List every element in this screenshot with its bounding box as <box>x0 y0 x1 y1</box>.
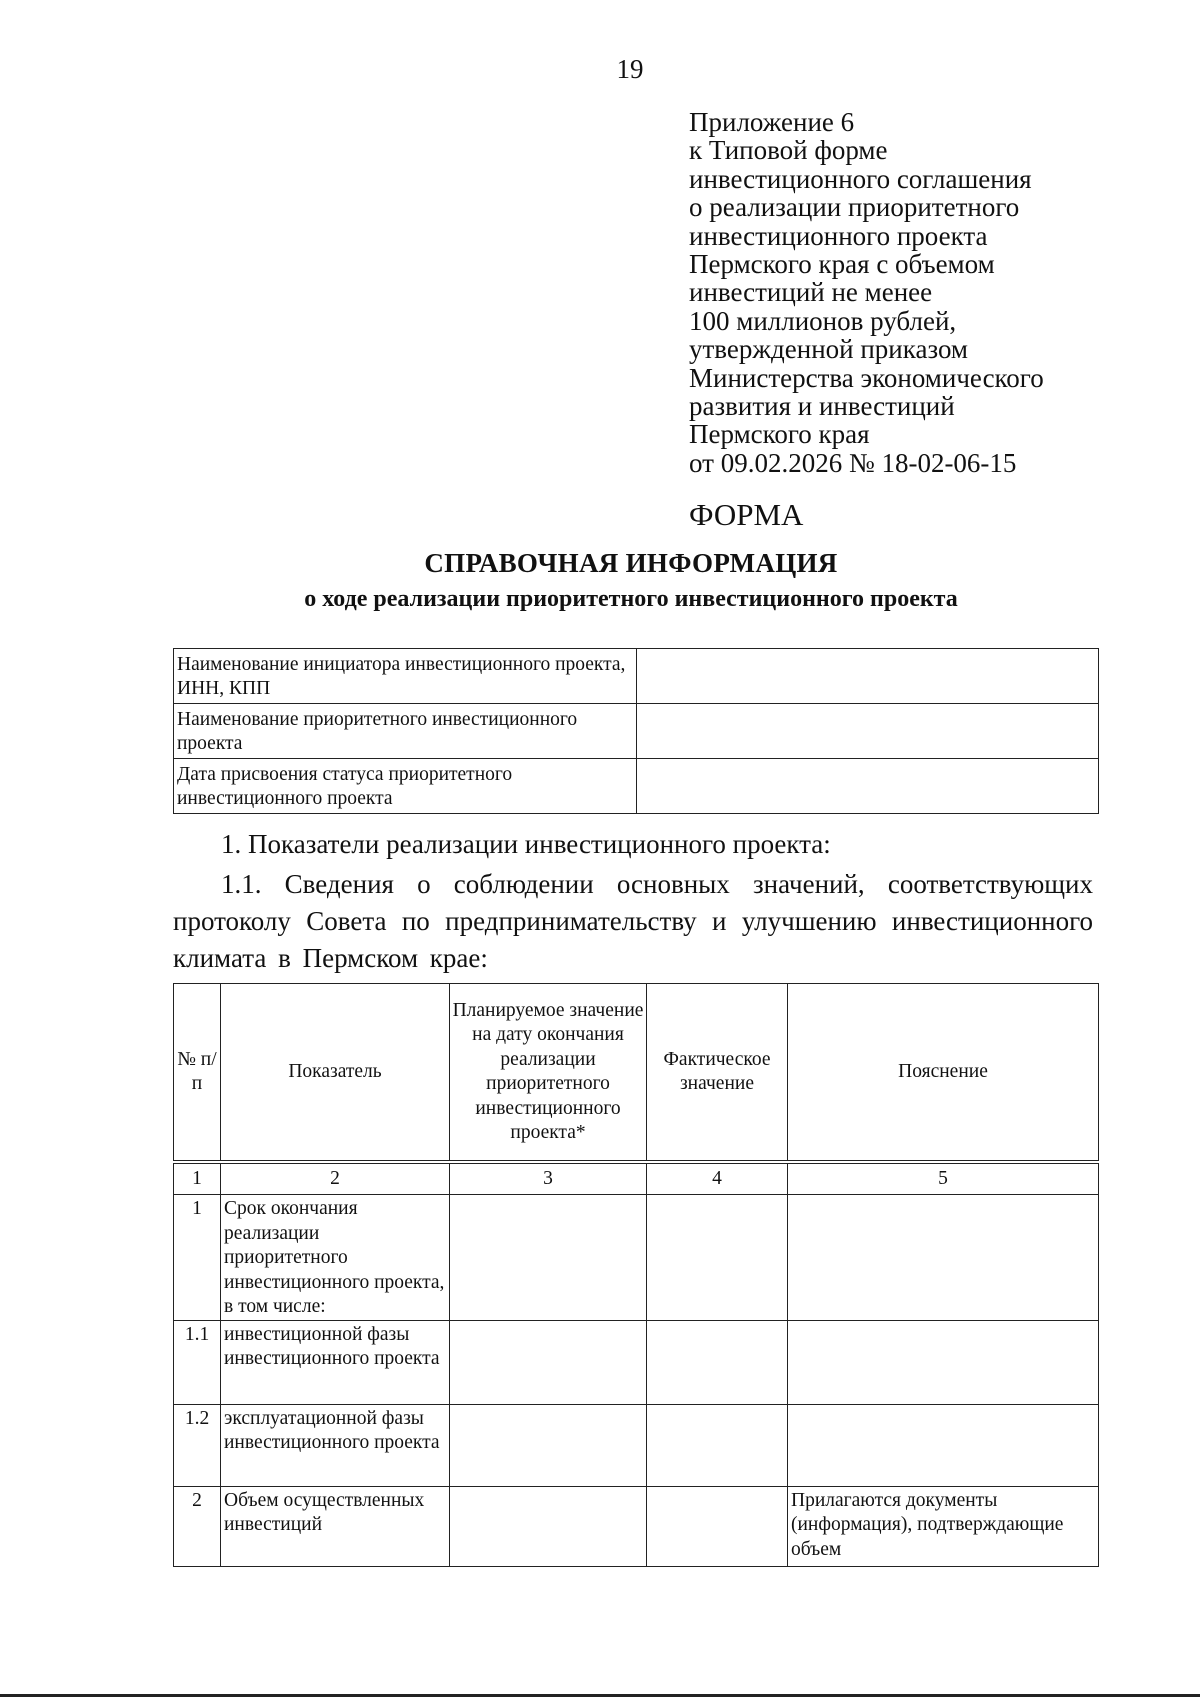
row-indicator: инвестиционной фазы инвестиционного проекта <box>221 1320 450 1404</box>
column-number: 2 <box>221 1162 450 1195</box>
row-actual <box>647 1320 788 1404</box>
header-actual: Фактическое значение <box>647 984 788 1163</box>
row-indicator: Срок окончания реализации приоритетного инвестиционного проекта, в том числе: <box>221 1195 450 1321</box>
table-row <box>174 649 1099 704</box>
appendix-line: Приложение 6 <box>689 107 855 137</box>
table-row <box>174 1404 1099 1486</box>
row-actual <box>647 1195 788 1321</box>
row-note <box>788 1195 1099 1321</box>
scan-edge-line <box>0 1694 1200 1697</box>
column-number: 3 <box>450 1162 647 1195</box>
section-1-heading: 1. Показатели реализации инвестиционного проекта: <box>221 829 831 859</box>
header-planned: Планируемое значение на дату окончания реализации приоритетного инвестиционного проекта* <box>450 984 647 1163</box>
column-number-row <box>174 1162 1099 1195</box>
row-indicator: Объем осуществленных инвестиций <box>221 1486 450 1566</box>
info-value-project-name <box>637 704 1099 759</box>
header-number: № п/п <box>174 984 221 1163</box>
info-value-initiator <box>637 649 1099 704</box>
row-number: 2 <box>174 1486 221 1566</box>
appendix-line: утвержденной приказом <box>689 334 969 365</box>
table-row <box>174 1486 1099 1566</box>
appendix-line: инвестиций не менее <box>689 277 933 308</box>
table-header-row <box>174 984 1099 1163</box>
appendix-line: к Типовой форме <box>689 135 888 166</box>
column-number: 5 <box>788 1162 1099 1195</box>
table-row <box>174 759 1099 814</box>
info-value-status-date <box>637 759 1099 814</box>
row-number: 1.2 <box>174 1404 221 1486</box>
row-actual <box>647 1404 788 1486</box>
document-title: СПРАВОЧНАЯ ИНФОРМАЦИЯ <box>424 548 838 578</box>
row-note <box>788 1320 1099 1404</box>
appendix-line: о реализации приоритетного <box>689 192 1020 223</box>
info-label-project-name: Наименование приоритетного инвестиционного проекта <box>174 704 637 759</box>
row-planned <box>450 1404 647 1486</box>
column-number: 1 <box>174 1162 221 1195</box>
form-label: ФОРМА <box>689 497 804 532</box>
row-note <box>788 1404 1099 1486</box>
info-label-status-date: Дата присвоения статуса приоритетного инвестиционного проекта <box>174 759 637 814</box>
row-note: Прилагаются документы (информация), подтверждающие объем <box>788 1486 1099 1566</box>
appendix-line: от 09.02.2026 № 18-02-06-15 <box>689 447 1017 478</box>
appendix-line: развития и инвестиций <box>689 391 955 422</box>
header-indicator: Показатель <box>221 984 450 1163</box>
row-planned <box>450 1320 647 1404</box>
row-planned <box>450 1486 647 1566</box>
appendix-line: Министерства экономического <box>689 362 1044 393</box>
header-note: Пояснение <box>788 984 1099 1163</box>
table-row <box>174 704 1099 759</box>
row-indicator: эксплуатационной фазы инвестиционного проекта <box>221 1404 450 1486</box>
project-info-table <box>173 648 1099 814</box>
appendix-line: Пермского края с объемом <box>689 249 995 280</box>
page-number: 19 <box>616 54 644 84</box>
row-number: 1 <box>174 1195 221 1321</box>
appendix-line: Пермского края <box>689 419 870 450</box>
table-row <box>174 1320 1099 1404</box>
table-row <box>174 1195 1099 1321</box>
row-actual <box>647 1486 788 1566</box>
appendix-line: инвестиционного соглашения <box>689 163 1032 194</box>
appendix-header <box>689 108 1149 477</box>
appendix-line: инвестиционного проекта <box>689 220 988 251</box>
indicators-table <box>173 983 1099 1567</box>
document-subtitle: о ходе реализации приоритетного инвестиционного проекта <box>304 586 958 612</box>
info-label-initiator: Наименование инициатора инвестиционного проекта, ИНН, КПП <box>174 649 637 704</box>
appendix-line: 100 миллионов рублей, <box>689 305 957 336</box>
row-number: 1.1 <box>174 1320 221 1404</box>
row-planned <box>450 1195 647 1321</box>
section-1-1-paragraph: 1.1. Сведения о соблюдении основных значений, соответствующих протоколу Совета по предпринимательству и улучшению инвестиционного климата в Пермском крае: <box>173 869 1093 973</box>
column-number: 4 <box>647 1162 788 1195</box>
